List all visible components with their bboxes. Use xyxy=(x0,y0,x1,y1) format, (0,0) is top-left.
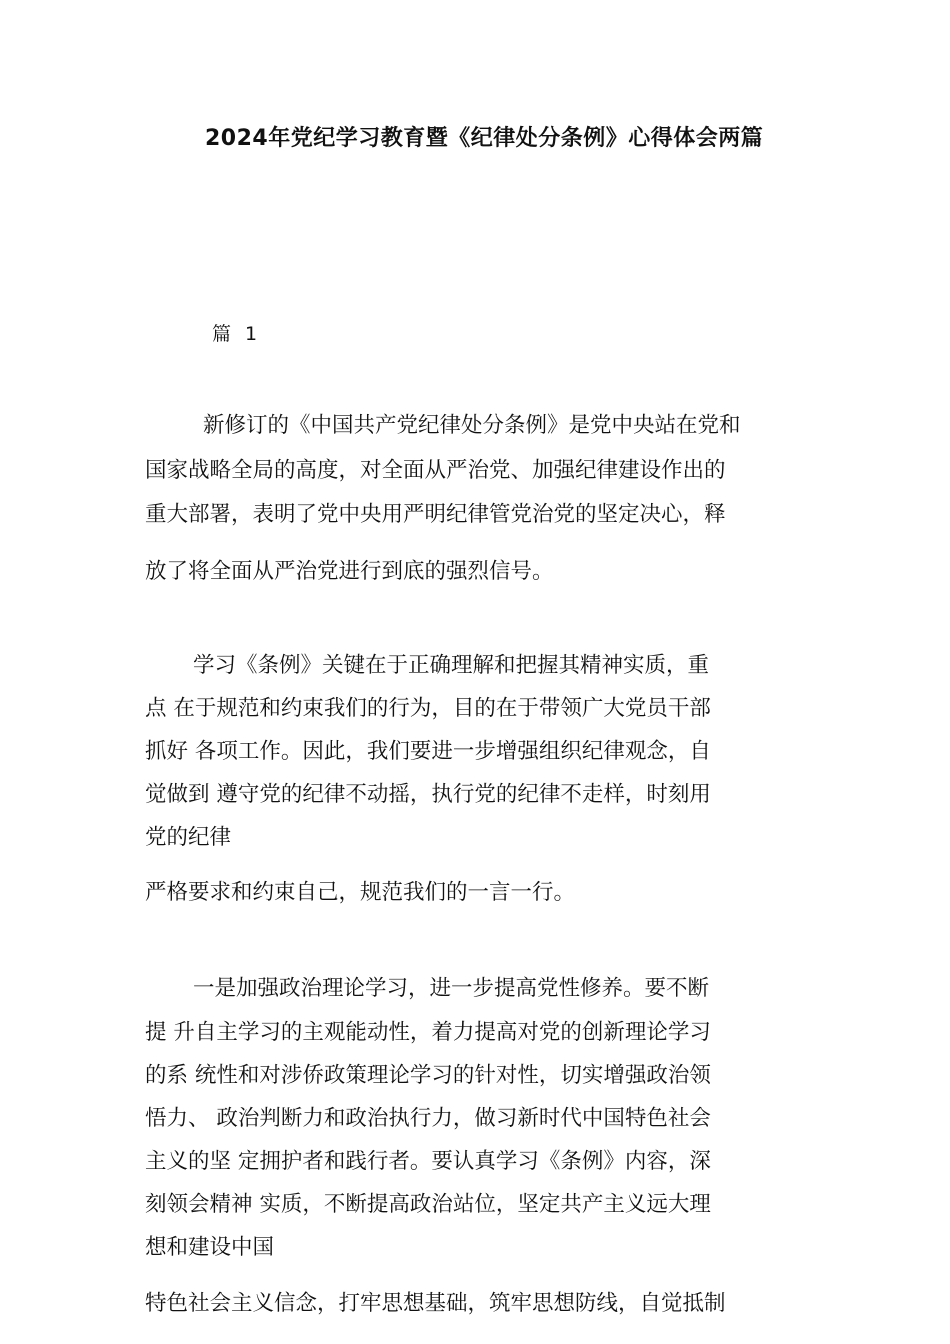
paragraph-line: 一是加强政治理论学习，进一步提高党性修养。要不断 xyxy=(193,976,710,1001)
paragraph-line: 重大部署，表明了党中央用严明纪律管党治党的坚定决心，释 xyxy=(145,502,726,527)
paragraph-line: 悟力、 政治判断力和政治执行力，做习新时代中国特色社会 xyxy=(145,1106,711,1131)
paragraph-line: 抓好 各项工作。因此，我们要进一步增强组织纪律观念，自 xyxy=(145,739,711,764)
paragraph-line: 严格要求和约束自己，规范我们的一言一行。 xyxy=(145,880,576,905)
paragraph-line: 刻领会精神 实质，不断提高政治站位，坚定共产主义远大理 xyxy=(145,1192,711,1217)
paragraph-line: 提 升自主学习的主观能动性，着力提高对党的创新理论学习 xyxy=(145,1020,711,1045)
paragraph-line: 想和建设中国 xyxy=(145,1235,275,1260)
paragraph-line: 学习《条例》关键在于正确理解和把握其精神实质，重 xyxy=(193,653,710,678)
paragraph-line: 主义的坚 定拥护者和践行者。要认真学习《条例》内容，深 xyxy=(145,1149,711,1174)
paragraph-line: 党的纪律 xyxy=(145,825,232,850)
paragraph-line: 的系 统性和对涉侨政策理论学习的针对性，切实增强政治领 xyxy=(145,1063,711,1088)
paragraph-line: 特色社会主义信念，打牢思想基础，筑牢思想防线，自觉抵制 xyxy=(145,1291,726,1316)
paragraph-line: 国家战略全局的高度，对全面从严治党、加强纪律建设作出的 xyxy=(145,458,726,483)
section-label: 篇 1 xyxy=(212,323,258,345)
paragraph-line: 点 在于规范和约束我们的行为，目的在于带领广大党员干部 xyxy=(145,696,711,721)
document-title: 2024年党纪学习教育暨《纪律处分条例》心得体会两篇 xyxy=(205,126,764,151)
paragraph-line: 觉做到 遵守党的纪律不动摇，执行党的纪律不走样，时刻用 xyxy=(145,782,711,807)
paragraph-line: 新修订的《中国共产党纪律处分条例》是党中央站在党和 xyxy=(203,413,741,438)
paragraph-line: 放了将全面从严治党进行到底的强烈信号。 xyxy=(145,559,554,584)
